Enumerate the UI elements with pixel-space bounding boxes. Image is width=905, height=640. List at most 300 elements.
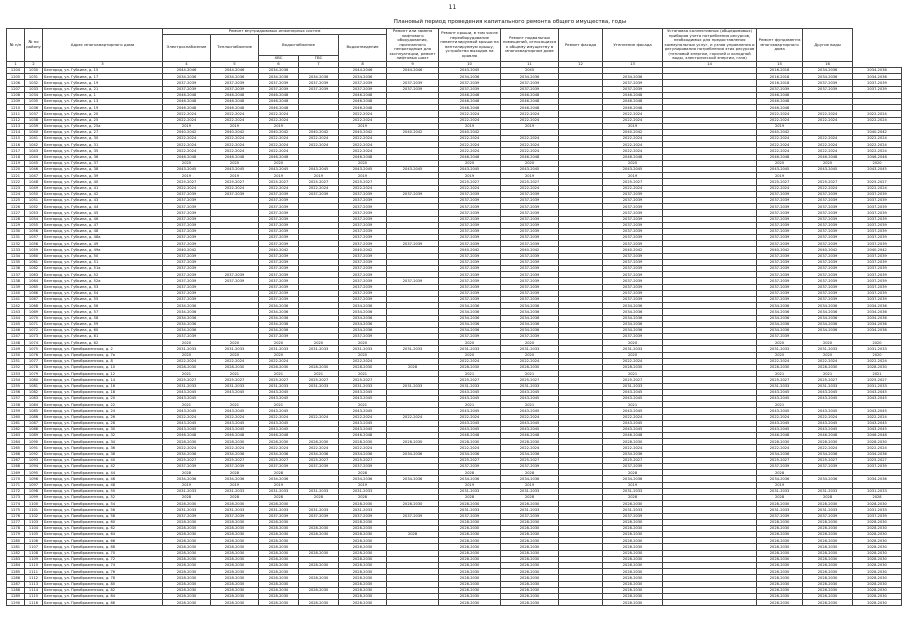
table-cell: 2043-2045 — [803, 395, 853, 401]
table-cell: 2022-2024 — [299, 142, 339, 148]
table-cell: 2046-2048 — [259, 433, 299, 439]
table-cell: 2022-2024 — [163, 111, 211, 117]
table-cell: 2037-2039 — [339, 204, 387, 210]
table-cell: 2022-2024 — [339, 148, 387, 154]
table-cell: 2037-2039 — [501, 197, 559, 203]
table-cell: 1218 — [7, 154, 25, 160]
table-cell: 2022-2024 — [603, 445, 663, 451]
table-cell: 2020 — [603, 352, 663, 358]
table-cell: 2028-2030 — [339, 600, 387, 606]
table-cell: 1088 — [25, 426, 43, 432]
table-cell: 1092 — [25, 451, 43, 457]
table-cell: 2037-2039 — [259, 86, 299, 92]
table-cell: 2025-2027 — [501, 377, 559, 383]
table-cell: 2037-2039 — [853, 284, 902, 290]
table-cell: 2031-2033 — [163, 488, 211, 494]
table-cell: 2028-2030 — [853, 563, 902, 569]
table-cell: 2022-2024 — [757, 414, 803, 420]
table-cell: 2037-2039 — [339, 513, 387, 519]
table-cell: 2028-2030 — [501, 538, 559, 544]
table-cell: 1239 — [7, 284, 25, 290]
table-cell: 2037-2039 — [439, 80, 501, 86]
table-cell: 2028-2030 — [339, 563, 387, 569]
table-cell: 2025-2027 — [757, 377, 803, 383]
table-cell: 2046-2048 — [501, 154, 559, 160]
table-cell: 2028-2030 — [163, 538, 211, 544]
table-cell: 2019 — [501, 482, 559, 488]
table-cell: 1281 — [7, 544, 25, 550]
table-cell: 2040-2042 — [803, 247, 853, 253]
table-cell: 2028-2030 — [501, 600, 559, 606]
table-cell: 2037-2039 — [603, 259, 663, 265]
table-cell: 1259 — [7, 408, 25, 414]
table-cell: 2025-2027 — [803, 377, 853, 383]
table-cell: 2022-2024 — [757, 136, 803, 142]
table-cell: 2028 — [259, 494, 299, 500]
table-cell: 2028-2030 — [803, 538, 853, 544]
table-cell: 2028-2030 — [803, 587, 853, 593]
table-cell: 2028-2030 — [299, 550, 339, 556]
table-cell: 2031-2033 — [259, 488, 299, 494]
table-cell: 1115 — [25, 593, 43, 599]
table-cell: 2037-2039 — [163, 253, 211, 259]
table-cell: 2028-2030 — [339, 365, 387, 371]
table-cell: 2028-2030 — [853, 532, 902, 538]
table-cell: 2034-2036 — [853, 303, 902, 309]
table-cell: 2028-2030 — [163, 532, 211, 538]
table-cell: 2028-2030 — [259, 365, 299, 371]
address-cell: Белгород, ул. Преображенская, д. 14 — [43, 377, 163, 383]
table-cell: 2037-2039 — [803, 253, 853, 259]
table-cell: 2037-2039 — [803, 216, 853, 222]
table-cell: 2037-2039 — [163, 296, 211, 302]
table-cell: 2028-2030 — [259, 532, 299, 538]
table-cell: 2028-2030 — [163, 519, 211, 525]
table-cell: 2034-2036 — [853, 451, 902, 457]
table-row — [7, 600, 902, 606]
table-cell: 2028-2030 — [803, 519, 853, 525]
table-cell: 1081 — [25, 383, 43, 389]
table-cell: 2028-2030 — [339, 556, 387, 562]
table-cell: 1061 — [25, 259, 43, 265]
table-cell: 2043-2045 — [259, 420, 299, 426]
table-cell: 1096 — [25, 476, 43, 482]
table-cell: 2046-2048 — [501, 92, 559, 98]
table-cell: 1045 — [25, 160, 43, 166]
table-cell: 2043-2045 — [501, 395, 559, 401]
address-cell: Белгород, ул. Губкина, д. 38 — [43, 167, 163, 173]
table-cell: 2028 — [501, 470, 559, 476]
table-cell: 2046-2048 — [803, 433, 853, 439]
table-cell: 1113 — [25, 581, 43, 587]
table-cell: 2037-2039 — [853, 197, 902, 203]
table-cell: 2043-2045 — [259, 408, 299, 414]
table-cell: 2044-2046 — [387, 68, 439, 74]
table-cell: 1284 — [7, 563, 25, 569]
column-number: 11 — [501, 61, 559, 68]
table-cell: 2025-2027 — [757, 179, 803, 185]
table-cell: 2022-2024 — [803, 185, 853, 191]
table-cell: 1049 — [25, 185, 43, 191]
table-cell: 2028-2030 — [803, 544, 853, 550]
table-cell: 1232 — [7, 241, 25, 247]
address-cell: Белгород, ул. Губкина, д. 41 — [43, 185, 163, 191]
table-cell: 2028-2030 — [163, 593, 211, 599]
table-cell: 2034-2036 — [163, 74, 211, 80]
table-cell: 2040-2042 — [163, 129, 211, 135]
table-cell: 1265 — [7, 445, 25, 451]
table-cell: 2034-2036 — [259, 327, 299, 333]
table-cell: 2022-2024 — [853, 414, 902, 420]
address-cell: Белгород, ул. Преображенская, д. 2 — [43, 346, 163, 352]
table-cell: 1108 — [25, 550, 43, 556]
table-cell: 1268 — [7, 464, 25, 470]
address-cell: Белгород, ул. Губкина, д. 30 — [43, 136, 163, 142]
table-cell: 2034-2036 — [803, 74, 853, 80]
table-cell: 2037-2039 — [803, 266, 853, 272]
address-cell: Белгород, ул. Преображенская, д. 12 — [43, 371, 163, 377]
table-cell: 2037-2039 — [339, 284, 387, 290]
table-cell: 2037-2039 — [259, 216, 299, 222]
table-cell: 2028-2030 — [439, 538, 501, 544]
table-cell: 2034-2036 — [259, 309, 299, 315]
table-cell: 2028-2030 — [211, 532, 259, 538]
table-cell: 2043-2045 — [757, 426, 803, 432]
table-cell: 2022-2024 — [299, 185, 339, 191]
table-cell: 2031-2033 — [211, 488, 259, 494]
address-cell: Белгород, ул. Преображенская, д. 32 — [43, 433, 163, 439]
table-cell: 2043-2045 — [339, 395, 387, 401]
table-cell: 2034-2036 — [757, 315, 803, 321]
table-cell: 2028-2030 — [211, 569, 259, 575]
table-cell: 2021 — [757, 402, 803, 408]
table-cell: 1109 — [25, 556, 43, 562]
table-cell: 2022-2024 — [853, 136, 902, 142]
table-cell: 2034-2036 — [259, 74, 299, 80]
table-cell: 2037-2039 — [439, 272, 501, 278]
table-cell: 2028-2030 — [603, 525, 663, 531]
table-cell: 2028-2030 — [757, 532, 803, 538]
table-cell: 2034-2036 — [439, 451, 501, 457]
table-cell: 2028-2030 — [211, 538, 259, 544]
table-cell: 2040-2042 — [603, 247, 663, 253]
header-electro: Электроснабжение — [163, 34, 211, 61]
table-cell: 2040-2042 — [501, 247, 559, 253]
table-cell: 1274 — [7, 501, 25, 507]
table-cell: 2028-2030 — [339, 593, 387, 599]
table-cell: 2022-2024 — [439, 445, 501, 451]
table-cell: 2037-2039 — [757, 241, 803, 247]
table-cell: 2046-2048 — [211, 154, 259, 160]
table-cell: 2037-2039 — [259, 334, 299, 340]
table-cell: 2034-2036 — [339, 309, 387, 315]
table-cell: 2028-2030 — [757, 575, 803, 581]
table-cell: 2043-2045 — [501, 408, 559, 414]
header-lifts: Ремонт или замена лифтового оборудования, признанного непригодным для эксплуатации, ремонт лифтовых шахт — [387, 29, 439, 62]
table-cell: 2028-2030 — [163, 600, 211, 606]
table-cell: 2022-2024 — [757, 148, 803, 154]
table-cell: 2022-2024 — [603, 148, 663, 154]
table-cell: 1254 — [7, 377, 25, 383]
table-cell: 2043-2045 — [163, 389, 211, 395]
table-cell: 2028-2030 — [803, 525, 853, 531]
table-cell: 2037-2039 — [339, 253, 387, 259]
table-cell: 2028-2030 — [803, 439, 853, 445]
table-cell: 2037-2039 — [387, 80, 439, 86]
table-cell: 1206 — [7, 80, 25, 86]
table-cell: 2028-2030 — [211, 587, 259, 593]
table-cell: 2040-2042 — [259, 129, 299, 135]
table-cell: 2034-2036 — [603, 303, 663, 309]
address-cell: Белгород, ул. Губкина, д. 54 — [43, 290, 163, 296]
table-cell: 2019 — [211, 123, 259, 129]
table-cell: 1215 — [7, 136, 25, 142]
table-cell: 1273 — [7, 494, 25, 500]
table-cell: 2037-2039 — [299, 191, 339, 197]
table-cell: 2028-2030 — [339, 439, 387, 445]
table-cell: 2034-2036 — [603, 321, 663, 327]
table-cell: 2034-2036 — [259, 68, 299, 74]
address-cell: Белгород, ул. Губкина, д. 51 — [43, 259, 163, 265]
table-cell: 2019 — [757, 123, 803, 129]
table-cell: 1255 — [7, 383, 25, 389]
table-cell: 1234 — [7, 253, 25, 259]
table-cell: 2037-2039 — [339, 296, 387, 302]
table-cell: 2046-2048 — [439, 92, 501, 98]
table-cell: 2034-2036 — [439, 327, 501, 333]
table-cell: 2037-2039 — [603, 464, 663, 470]
table-cell: 2037-2039 — [603, 216, 663, 222]
table-cell: 2040-2042 — [853, 129, 902, 135]
table-cell: 2043-2045 — [501, 420, 559, 426]
table-cell: 1244 — [7, 315, 25, 321]
table-cell: 1209 — [7, 98, 25, 104]
table-cell: 2020 — [439, 352, 501, 358]
table-cell: 1267 — [7, 457, 25, 463]
table-cell: 2037-2039 — [501, 204, 559, 210]
table-cell: 2028-2030 — [853, 525, 902, 531]
table-cell: 2028-2030 — [299, 532, 339, 538]
table-cell: 2034-2036 — [163, 309, 211, 315]
table-cell: 1261 — [7, 420, 25, 426]
table-cell: 2028-2030 — [853, 600, 902, 606]
table-cell: 2037-2039 — [439, 278, 501, 284]
table-cell: 2022-2024 — [501, 117, 559, 123]
table-cell: 2028-2030 — [299, 525, 339, 531]
table-cell: 2028-2030 — [439, 365, 501, 371]
table-cell: 2031-2033 — [757, 507, 803, 513]
table-cell: 2019 — [501, 173, 559, 179]
table-cell: 2034-2036 — [603, 476, 663, 482]
address-cell: Белгород, ул. Преображенская, д. 24 — [43, 408, 163, 414]
table-cell: 2037-2039 — [853, 222, 902, 228]
header-foundation: Утепление фасада — [603, 29, 663, 62]
table-cell: 2037-2039 — [339, 197, 387, 203]
table-cell: 2031-2033 — [339, 383, 387, 389]
table-cell: 2028-2030 — [603, 593, 663, 599]
table-cell: 2020 — [603, 340, 663, 346]
table-cell: 2020 — [853, 340, 902, 346]
table-cell: 2021 — [259, 371, 299, 377]
table-cell: 2037-2039 — [757, 210, 803, 216]
table-cell: 1236 — [7, 266, 25, 272]
table-cell: 2046-2048 — [163, 433, 211, 439]
table-cell: 2037-2039 — [757, 204, 803, 210]
table-cell: 2022-2024 — [163, 185, 211, 191]
table-cell: 2037-2039 — [259, 241, 299, 247]
table-cell: 2020 — [211, 352, 259, 358]
table-cell: 2037-2039 — [163, 290, 211, 296]
address-cell: Белгород, ул. Губкина, д. 52 — [43, 272, 163, 278]
table-cell: 2037-2039 — [163, 235, 211, 241]
address-cell: Белгород, ул. Преображенская, д. 16 — [43, 383, 163, 389]
table-cell: 2046-2048 — [339, 92, 387, 98]
table-cell: 2037-2039 — [501, 253, 559, 259]
table-cell: 2022-2024 — [757, 117, 803, 123]
table-cell: 2037-2039 — [803, 296, 853, 302]
table-cell: 2034-2036 — [299, 451, 339, 457]
table-cell: 2037-2039 — [603, 253, 663, 259]
table-cell: 2028-2030 — [163, 556, 211, 562]
table-cell: 2022-2024 — [259, 358, 299, 364]
table-cell: 2034-2036 — [439, 74, 501, 80]
table-cell: 2037-2039 — [501, 80, 559, 86]
table-cell: 2028-2030 — [757, 569, 803, 575]
section-title: Плановый период проведения капитального ремонта общего имущества, годы — [393, 19, 627, 25]
table-cell: 2037-2039 — [803, 191, 853, 197]
table-cell: 2037-2039 — [439, 191, 501, 197]
table-cell: 2022-2024 — [259, 111, 299, 117]
address-cell: Белгород, ул. Преображенская, д. 72 — [43, 556, 163, 562]
table-cell: 1040 — [25, 129, 43, 135]
table-cell: 2034-2036 — [757, 327, 803, 333]
table-cell: 2043-2045 — [603, 420, 663, 426]
table-cell: 2037-2039 — [853, 513, 902, 519]
table-cell: 2019 — [163, 123, 211, 129]
table-cell: 2028-2030 — [163, 439, 211, 445]
table-cell: 2022-2024 — [853, 148, 902, 154]
table-cell: 2037-2039 — [339, 216, 387, 222]
table-cell: 2043-2045 — [387, 167, 439, 173]
table-cell: 2034-2036 — [211, 451, 259, 457]
table-cell: 2028-2030 — [439, 501, 501, 507]
table-cell: 2028-2030 — [757, 563, 803, 569]
table-cell: 2028-2030 — [603, 550, 663, 556]
table-cell: 2043-2045 — [259, 395, 299, 401]
table-cell: 2037-2039 — [603, 204, 663, 210]
address-cell: Белгород, ул. Преображенская, д. 50 — [43, 488, 163, 494]
table-cell: 2022-2024 — [163, 117, 211, 123]
table-cell: 2037-2039 — [163, 86, 211, 92]
table-cell: 2037-2039 — [853, 235, 902, 241]
table-cell: 2037-2039 — [211, 191, 259, 197]
table-cell: 2022-2024 — [803, 148, 853, 154]
table-cell: 2025-2027 — [603, 457, 663, 463]
table-cell: 2022-2024 — [211, 148, 259, 154]
table-cell: 2037-2039 — [163, 278, 211, 284]
table-cell: 2031-2033 — [299, 507, 339, 513]
address-cell: Белгород, ул. Губкина, д. 43 — [43, 197, 163, 203]
table-cell: 1030 — [25, 68, 43, 74]
table-cell: 2037-2039 — [163, 259, 211, 265]
table-cell: 2037-2039 — [501, 191, 559, 197]
table-cell: 1277 — [7, 519, 25, 525]
table-cell: 2037-2039 — [439, 284, 501, 290]
table-cell: 2046-2048 — [339, 154, 387, 160]
table-cell: 1221 — [7, 173, 25, 179]
table-cell: 2037-2039 — [339, 235, 387, 241]
table-cell: 2031-2033 — [387, 346, 439, 352]
table-cell: 2028-2030 — [603, 519, 663, 525]
table-cell: 2037-2039 — [853, 259, 902, 265]
address-cell: Белгород, ул. Губкина, д. 49а — [43, 247, 163, 253]
table-cell: 2022-2024 — [259, 136, 299, 142]
table-cell: 1084 — [25, 402, 43, 408]
table-cell: 2046-2048 — [603, 105, 663, 111]
address-cell: Белгород, ул. Губкина, д. 58 — [43, 315, 163, 321]
table-cell: 2037-2039 — [757, 86, 803, 92]
table-cell: 2028-2030 — [339, 581, 387, 587]
table-cell: 2037-2039 — [603, 86, 663, 92]
table-cell: 1043 — [25, 148, 43, 154]
table-cell: 2037-2039 — [757, 197, 803, 203]
table-cell: 2028-2030 — [501, 563, 559, 569]
address-cell: Белгород, ул. Губкина, д. 56 — [43, 303, 163, 309]
table-cell: 2034-2036 — [853, 315, 902, 321]
table-cell: 2043-2045 — [439, 167, 501, 173]
table-cell: 1116 — [25, 600, 43, 606]
table-cell: 2022-2024 — [339, 142, 387, 148]
table-cell: 2034-2036 — [603, 327, 663, 333]
table-cell: 2037-2039 — [439, 464, 501, 470]
table-cell: 2043-2045 — [757, 389, 803, 395]
table-cell: 2022-2024 — [299, 414, 339, 420]
table-cell: 2031-2033 — [163, 346, 211, 352]
header-basement: Ремонт подвальных помещений, относящихся к общему имуществу в многоквартирном доме — [501, 29, 559, 62]
table-cell: 2019 — [339, 123, 387, 129]
table-cell: 2028 — [757, 494, 803, 500]
table-cell: 2046-2048 — [757, 98, 803, 104]
table-cell: 2019 — [339, 173, 387, 179]
table-cell: 2037-2039 — [757, 235, 803, 241]
table-cell: 1217 — [7, 148, 25, 154]
table-cell: 2037-2039 — [439, 253, 501, 259]
table-cell: 2031-2033 — [853, 346, 902, 352]
table-cell: 2046-2048 — [211, 92, 259, 98]
table-cell: 2028-2030 — [757, 550, 803, 556]
table-cell: 2022-2024 — [757, 185, 803, 191]
table-cell: 2028-2030 — [501, 501, 559, 507]
table-cell: 2040-2042 — [603, 129, 663, 135]
table-cell: 2037-2039 — [501, 290, 559, 296]
table-cell: 2019 — [259, 123, 299, 129]
table-cell: 2043-2045 — [853, 167, 902, 173]
table-cell: 2028-2030 — [163, 550, 211, 556]
column-number: 4 — [163, 61, 211, 68]
address-cell: Белгород, ул. Губкина, д. 25а — [43, 123, 163, 129]
table-cell: 2022-2024 — [259, 445, 299, 451]
table-cell: 1107 — [25, 544, 43, 550]
table-cell: 2037-2039 — [853, 86, 902, 92]
table-cell: 2037-2039 — [439, 222, 501, 228]
address-cell: Белгород, ул. Преображенская, д. 8 — [43, 358, 163, 364]
table-cell: 2043-2045 — [603, 389, 663, 395]
table-cell: 1220 — [7, 167, 25, 173]
table-cell: 1098 — [25, 488, 43, 494]
table-cell: 2037-2039 — [501, 235, 559, 241]
table-cell: 2021 — [439, 402, 501, 408]
table-cell: 2020 — [259, 160, 299, 166]
